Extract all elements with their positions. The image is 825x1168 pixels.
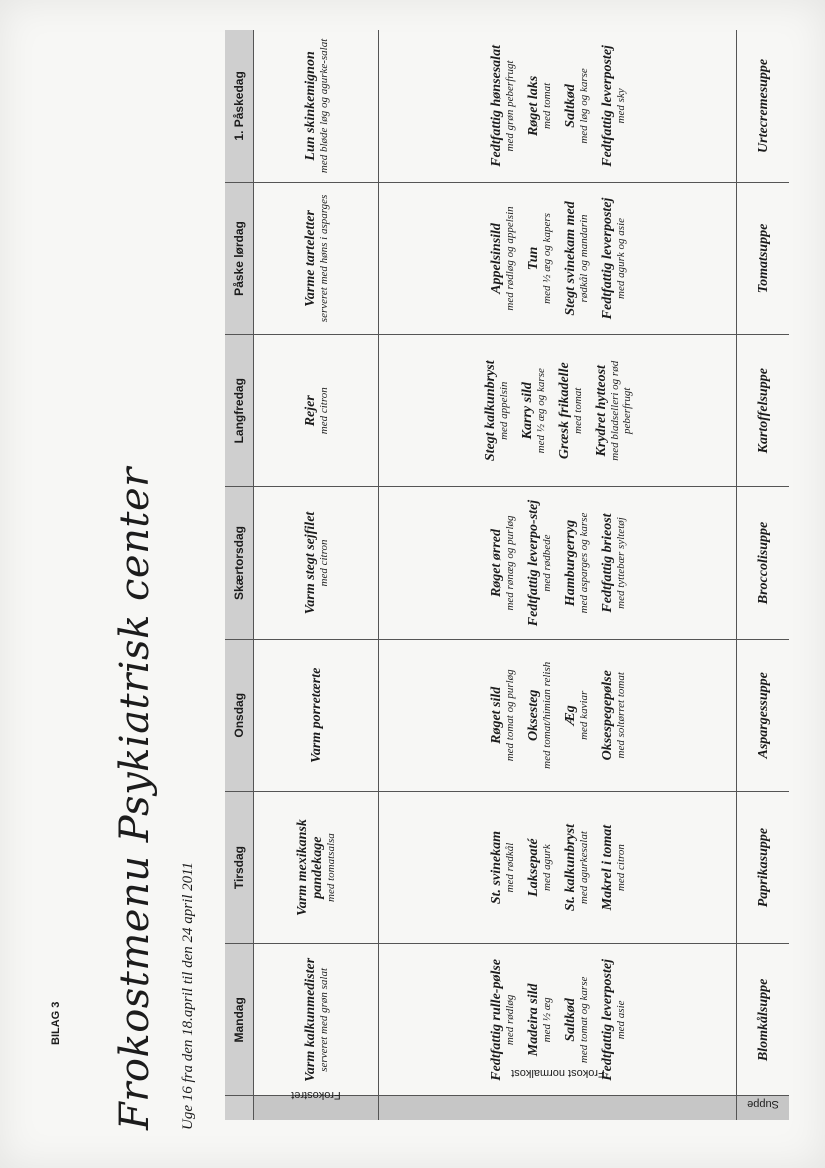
suppe-cell xyxy=(737,335,790,487)
dish-name: Fedtfattig leverpostej xyxy=(599,45,615,167)
dish-desc: med citron xyxy=(317,539,330,587)
dish-desc: med agurk og asie xyxy=(614,217,627,299)
soup-name: Kartoffelsuppe xyxy=(755,368,771,454)
dish-desc: med sky xyxy=(614,88,627,124)
dish-name: Stegt kalkunbryst xyxy=(482,360,498,462)
suppe-cell xyxy=(737,944,790,1096)
frokostret-cell xyxy=(254,791,379,943)
dish-desc: med tomat xyxy=(571,387,584,434)
dish-desc: med løg og karse xyxy=(577,68,590,144)
dish-name: Røget ørred xyxy=(488,528,504,598)
menu-item xyxy=(483,339,510,482)
day-header: Langfredag xyxy=(225,335,254,487)
dish-desc: med rønæg og purløg xyxy=(503,515,516,611)
frokostret-cell xyxy=(254,30,379,182)
dish-desc: med asparges og karse xyxy=(577,512,590,614)
soup-name: Aspargessuppe xyxy=(755,672,771,759)
dish-name: Makrel i tomat xyxy=(599,824,615,911)
menu-item xyxy=(303,948,330,1091)
dish-name: Karry sild xyxy=(519,382,535,440)
dish-name: Æg xyxy=(562,705,578,726)
menu-item xyxy=(526,644,553,787)
day-header: Mandag xyxy=(225,944,254,1096)
day-header-row xyxy=(225,30,254,1120)
menu-table xyxy=(225,30,789,1120)
soup-name: Broccolisuppe xyxy=(755,521,771,605)
bilag-label: BILAG 3 xyxy=(50,1001,62,1045)
dish-name: Oksespegepølse xyxy=(599,670,615,761)
dish-desc: med tomatsalsa xyxy=(325,833,337,902)
dish-name: Røget sild xyxy=(488,686,504,744)
dish-desc: med ½ æg og kapers xyxy=(540,213,553,304)
day-header: Tirsdag xyxy=(225,791,254,943)
suppe-cell xyxy=(737,182,790,334)
dish-name: Fedtfattig rulle-pølse xyxy=(488,959,504,1081)
menu-item xyxy=(526,491,553,634)
dish-name: Krydret hytteost xyxy=(593,365,609,457)
row-label-text: Frokostret xyxy=(291,1089,341,1102)
dish-desc: med grøn peberfrugt xyxy=(503,60,516,152)
menu-item xyxy=(600,796,627,939)
dish-desc: med rødkål xyxy=(503,842,516,893)
day-header: Skærtorsdag xyxy=(225,487,254,639)
suppe-cell xyxy=(737,30,790,182)
dish-name: Tun xyxy=(525,246,541,271)
dish-desc: med citron xyxy=(317,387,330,435)
normalkost-cell xyxy=(379,335,737,487)
page-title: Frokostmenu Psykiatrisk center xyxy=(112,467,158,1130)
dish-name: Varm mexikansk pandekage xyxy=(295,819,325,917)
menu-item xyxy=(600,491,627,634)
menu-item xyxy=(563,796,590,939)
menu-item xyxy=(489,34,516,178)
dish-desc: med bløde løg og agurke-salat xyxy=(317,38,330,174)
row-label-normalkost xyxy=(379,1067,737,1120)
menu-item xyxy=(303,339,330,482)
dish-desc: med soltørret tomat xyxy=(614,672,627,759)
dish-desc: med kaviar xyxy=(577,690,590,740)
frokostret-cell xyxy=(254,639,379,791)
menu-item xyxy=(526,34,553,178)
menu-item xyxy=(594,339,633,482)
dish-desc: rødkål og mandarin xyxy=(577,214,590,303)
dish-name: Varm kalkunmedister xyxy=(302,957,318,1082)
menu-item xyxy=(303,187,330,330)
dish-name: Oksesteg xyxy=(525,689,541,741)
frokostret-row xyxy=(254,30,379,1120)
suppe-row xyxy=(737,30,790,1120)
menu-item xyxy=(520,339,547,482)
normalkost-cell xyxy=(379,182,737,334)
dish-name: Fedtfattig leverpo-stej xyxy=(525,499,541,627)
dish-desc: med ½ æg og karse xyxy=(534,368,547,454)
dish-desc: med asie xyxy=(614,1000,627,1040)
page-subtitle: Uge 16 fra den 18.april til den 24 april 2011 xyxy=(180,861,196,1130)
dish-name: Fedtfattig brieost xyxy=(599,513,615,613)
soup-name: Tomatsuppe xyxy=(755,223,771,294)
row-label-suppe xyxy=(737,1096,790,1120)
menu-item xyxy=(563,644,590,787)
frokostret-cell xyxy=(254,944,379,1096)
dish-name: Saltkød xyxy=(562,84,578,128)
dish-name: Røget laks xyxy=(525,75,541,137)
suppe-cell xyxy=(737,791,790,943)
dish-name: Appelsinsild xyxy=(488,223,504,294)
dish-desc: med tomat og purløg xyxy=(503,669,516,762)
soup-name: Paprikasuppe xyxy=(755,827,771,908)
dish-name: Fedtfattig hønsesalat xyxy=(488,45,504,167)
dish-desc: med agurk xyxy=(540,844,553,891)
menu-item xyxy=(489,796,516,939)
menu-item xyxy=(557,339,584,482)
menu-item xyxy=(600,187,627,330)
menu-item xyxy=(489,187,516,330)
dish-desc: med rødløg xyxy=(503,994,516,1046)
normalkost-row xyxy=(379,30,737,1120)
dish-name: Fedtfattig leverpostej xyxy=(599,197,615,320)
menu-item xyxy=(563,491,590,634)
dish-desc: med tomat xyxy=(540,82,553,129)
dish-desc: med citron xyxy=(614,844,627,892)
frokostret-cell xyxy=(254,182,379,334)
soup-name: Blomkålsuppe xyxy=(755,978,771,1062)
day-header: Onsdag xyxy=(225,639,254,791)
dish-name: St. svinekam xyxy=(488,831,504,905)
menu-item xyxy=(309,644,324,787)
day-header: Påske lørdag xyxy=(225,182,254,334)
dish-name: Rejer xyxy=(302,395,318,427)
frokostret-cell xyxy=(254,335,379,487)
normalkost-cell xyxy=(379,639,737,791)
dish-name: Varm stegt sejfilet xyxy=(302,511,318,615)
dish-desc: med tomat/himian relish xyxy=(540,661,553,769)
dish-name: Hamburgerryg xyxy=(562,519,578,607)
dish-desc: med rødbede xyxy=(540,534,553,592)
dish-name: Laksepaté xyxy=(525,838,541,897)
dish-name: Varme tarteletter xyxy=(302,210,318,307)
menu-item xyxy=(489,491,516,634)
menu-item xyxy=(295,796,337,939)
header-corner xyxy=(225,1096,254,1120)
dish-desc: serveret med høns i asparges xyxy=(317,194,330,323)
menu-item xyxy=(303,34,330,178)
dish-desc: med ½ æg xyxy=(540,997,553,1043)
row-label-text: Suppe xyxy=(747,1098,779,1111)
dish-name: St. kalkunbryst xyxy=(562,824,578,912)
menu-item xyxy=(526,796,553,939)
dish-desc: med appelsin xyxy=(497,381,510,440)
dish-desc: med bladselleri og rød peberfrugt xyxy=(608,360,633,461)
soup-name: Urtecremesuppe xyxy=(755,58,771,153)
row-label-text: Frokost normalkost xyxy=(510,1067,605,1080)
row-label-frokostret xyxy=(254,1089,379,1120)
dish-desc: serveret med grøn salat xyxy=(317,967,330,1072)
menu-item xyxy=(563,34,590,178)
dish-name: Stegt svinekam med xyxy=(562,201,578,316)
dish-name: Græsk frikadelle xyxy=(556,362,572,460)
frokostret-cell xyxy=(254,487,379,639)
dish-desc: med tomat og karse xyxy=(577,976,590,1064)
menu-item xyxy=(563,187,590,330)
dish-desc: med rødløg og appelsin xyxy=(503,206,516,311)
menu-item xyxy=(489,644,516,787)
menu-item xyxy=(526,187,553,330)
dish-name: Saltkød xyxy=(562,998,578,1042)
menu-item xyxy=(600,644,627,787)
dish-desc: med agurkesalat xyxy=(577,831,590,905)
dish-name: Varm porretærte xyxy=(308,667,324,763)
day-header: 1. Påskedag xyxy=(225,30,254,182)
suppe-cell xyxy=(737,639,790,791)
dish-name: Madeira sild xyxy=(525,983,541,1057)
normalkost-cell xyxy=(379,791,737,943)
dish-name: Fedtfattig leverpostej xyxy=(599,959,615,1081)
dish-name: Lun skinkemignon xyxy=(302,51,318,161)
menu-item xyxy=(303,491,330,634)
dish-desc: med tyttebær syltetøj xyxy=(614,517,627,609)
menu-item xyxy=(600,34,627,178)
suppe-cell xyxy=(737,487,790,639)
normalkost-cell xyxy=(379,487,737,639)
normalkost-cell xyxy=(379,30,737,182)
